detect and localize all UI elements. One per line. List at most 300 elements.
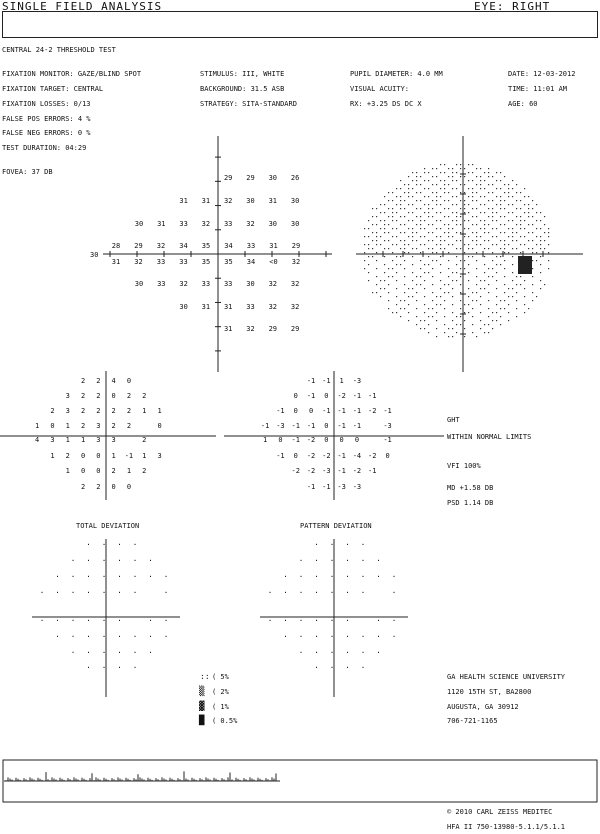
probability-dot: · — [283, 616, 288, 625]
pattern-deviation-value: -1 — [368, 392, 377, 400]
probability-dot: · — [117, 556, 122, 565]
probability-dot: · — [376, 572, 381, 581]
probability-dot: · — [283, 572, 288, 581]
total-deviation-value: 0 — [50, 422, 55, 430]
probability-dot: · — [70, 632, 76, 641]
probability-dot: · — [163, 632, 169, 641]
pattern-deviation-value: 0 — [339, 436, 344, 444]
probability-dot: · — [298, 616, 304, 625]
probability-dot: · — [132, 663, 138, 672]
threshold-value: 32 — [179, 280, 188, 288]
threshold-value: 31 — [223, 303, 233, 311]
probability-dot: · — [55, 588, 60, 597]
pattern-deviation-value: -1 — [322, 377, 331, 385]
fixation-monitor: FIXATION MONITOR: GAZE/BLIND SPOT — [2, 70, 142, 78]
threshold-value: 30 — [246, 197, 255, 205]
pattern-deviation-value: 0 — [293, 407, 298, 415]
probability-dot: · — [391, 572, 397, 581]
pattern-deviation-value: -2 — [352, 467, 362, 475]
probability-dot: · — [132, 556, 138, 565]
probability-dot: · — [267, 588, 273, 597]
pattern-deviation-value: -2 — [368, 407, 377, 415]
probability-dot: · — [101, 648, 107, 657]
probability-dot: · — [329, 632, 335, 641]
probability-dot: · — [360, 556, 366, 565]
total-deviation-value: 1 — [142, 452, 147, 460]
total-deviation-value: 0 — [80, 452, 86, 460]
probability-dot: · — [360, 588, 366, 597]
threshold-value: 32 — [134, 258, 143, 266]
total-deviation-value: 3 — [50, 436, 55, 444]
pattern-deviation-value: 1 — [263, 436, 268, 444]
pattern-deviation-value: -1 — [352, 392, 362, 400]
pattern-deviation-value: -3 — [276, 422, 285, 430]
total-deviation-value: 2 — [96, 392, 101, 400]
probability-dot: · — [391, 616, 397, 625]
pattern-deviation-value: -3 — [322, 467, 331, 475]
legend-p05: ( 0.5% — [212, 717, 238, 725]
pattern-deviation-value: 0 — [324, 422, 329, 430]
pattern-deviation-value: -1 — [337, 422, 346, 430]
device-model: HFA II 750-13980-5.1.1/5.1.1 — [447, 823, 566, 831]
pattern-deviation-value: -1 — [322, 483, 331, 491]
probability-dot: · — [376, 556, 381, 565]
total-deviation-value: 1 — [65, 422, 70, 430]
pattern-deviation-value: -1 — [306, 392, 316, 400]
pattern-deviation-value: -3 — [383, 422, 392, 430]
threshold-value: 30 — [290, 220, 300, 228]
time: TIME: 11:01 AM — [508, 85, 568, 93]
pattern-deviation-value: 0 — [293, 452, 298, 460]
probability-dot: · — [360, 572, 366, 581]
probability-dot: · — [314, 588, 319, 597]
vfi: VFI 100% — [447, 462, 481, 470]
pattern-deviation-value: 1 — [339, 377, 344, 385]
total-deviation-value: 1 — [35, 422, 40, 430]
threshold-value: 31 — [111, 258, 121, 266]
probability-dot: · — [314, 556, 319, 565]
copyright: © 2010 CARL ZEISS MEDITEC — [447, 808, 553, 816]
false-neg-errors: FALSE NEG ERRORS: 0 % — [2, 129, 91, 137]
ght-result: WITHIN NORMAL LIMITS — [447, 433, 532, 441]
threshold-value: 30 — [179, 303, 188, 311]
probability-dot: · — [86, 556, 91, 565]
pattern-deviation-value: -3 — [352, 377, 362, 385]
threshold-value: 32 — [268, 280, 278, 288]
probability-dot: · — [55, 616, 60, 625]
probability-dot: · — [329, 648, 335, 657]
probability-dot: · — [314, 648, 319, 657]
probability-dot: · — [314, 572, 319, 581]
pupil-diameter: PUPIL DIAMETER: 4.0 MM — [350, 70, 443, 78]
threshold-value: 30 — [290, 197, 300, 205]
pattern-deviation-value: 0 — [324, 392, 329, 400]
total-deviation-value: 0 — [126, 483, 132, 491]
pattern-deviation-value: -1 — [291, 422, 300, 430]
legend-symbol-1-icon: ▓ — [199, 702, 205, 712]
false-pos-errors: FALSE POS ERRORS: 4 % — [2, 115, 91, 123]
institution-phone: 706-721-1165 — [447, 717, 498, 725]
pattern-deviation-label: PATTERN DEVIATION — [300, 522, 372, 530]
probability-dot: · — [163, 616, 169, 625]
total-deviation-value: 1 — [80, 436, 86, 444]
pattern-deviation-value: -2 — [291, 467, 300, 475]
probability-dot: · — [101, 616, 107, 625]
legend-symbol-5-icon: :: — [200, 672, 210, 681]
threshold-value: 33 — [201, 280, 211, 288]
probability-dot: · — [345, 632, 350, 641]
probability-dot: · — [360, 540, 366, 549]
probability-dot: · — [101, 663, 107, 672]
probability-dot: · — [360, 648, 366, 657]
test-name: CENTRAL 24-2 THRESHOLD TEST — [2, 46, 116, 54]
probability-dot: · — [70, 588, 76, 597]
probability-dot: · — [148, 648, 153, 657]
probability-dot: · — [329, 588, 335, 597]
total-deviation-value: 2 — [111, 422, 116, 430]
total-deviation-value: 0 — [111, 392, 116, 400]
probability-dot: · — [86, 632, 91, 641]
probability-dot: · — [101, 632, 107, 641]
threshold-value: 30 — [134, 220, 144, 228]
pattern-deviation-value: -1 — [276, 407, 285, 415]
probability-dot: · — [360, 663, 366, 672]
total-deviation-value: 2 — [96, 407, 101, 415]
probability-dot: · — [283, 588, 288, 597]
probability-dot: · — [86, 572, 91, 581]
pattern-deviation-value: -2 — [306, 452, 316, 460]
pattern-deviation-value: -4 — [352, 452, 362, 460]
pattern-deviation-value: -1 — [306, 422, 316, 430]
rx: RX: +3.25 DS DC X — [350, 100, 422, 108]
total-deviation-value: 2 — [80, 422, 86, 430]
threshold-value: 30 — [268, 174, 278, 182]
probability-dot: · — [298, 556, 304, 565]
total-deviation-value: 0 — [96, 452, 101, 460]
pattern-deviation-value: -1 — [337, 452, 346, 460]
eye-label: EYE: RIGHT — [474, 0, 551, 13]
probability-dot: · — [39, 588, 45, 597]
probability-dot: · — [376, 648, 381, 657]
threshold-value: 33 — [223, 280, 233, 288]
total-deviation-value: 2 — [126, 407, 132, 415]
total-deviation-value: 2 — [50, 407, 55, 415]
threshold-value: 33 — [156, 258, 166, 266]
threshold-value: 35 — [201, 258, 211, 266]
pattern-deviation-value: -1 — [383, 407, 392, 415]
threshold-value: 35 — [201, 242, 211, 250]
threshold-value: 32 — [290, 280, 300, 288]
pattern-deviation-value: -2 — [306, 467, 316, 475]
probability-dot: · — [360, 632, 366, 641]
total-deviation-value: 3 — [111, 436, 116, 444]
institution-address-1: 1120 15TH ST, BA2800 — [447, 688, 532, 696]
total-deviation-value: 2 — [80, 407, 86, 415]
ght-label: GHT — [447, 416, 460, 424]
probability-dot: · — [86, 663, 91, 672]
threshold-value: 32 — [156, 242, 166, 250]
total-deviation-value: 2 — [80, 392, 86, 400]
pattern-deviation-value: -1 — [352, 422, 362, 430]
probability-dot: · — [86, 616, 91, 625]
legend-p1: ( 1% — [212, 703, 229, 711]
total-deviation-value: 3 — [96, 436, 101, 444]
pattern-deviation-value: -3 — [337, 483, 346, 491]
probability-dot: · — [163, 572, 169, 581]
threshold-value: 33 — [179, 220, 188, 228]
threshold-value: 32 — [246, 220, 255, 228]
visual-acuity: VISUAL ACUITY: — [350, 85, 410, 93]
pattern-deviation-value: -1 — [322, 407, 331, 415]
threshold-value: 33 — [246, 303, 255, 311]
strategy: STRATEGY: SITA-STANDARD — [200, 100, 297, 108]
probability-dot: · — [70, 648, 76, 657]
fixation-losses: FIXATION LOSSES: 0/13 — [2, 100, 91, 108]
probability-dot: · — [117, 540, 122, 549]
pattern-deviation-value: 0 — [293, 392, 298, 400]
probability-dot: · — [329, 572, 335, 581]
probability-dot: · — [345, 572, 350, 581]
total-deviation-value: 2 — [111, 467, 116, 475]
probability-dot: · — [283, 632, 288, 641]
probability-dot: · — [314, 540, 319, 549]
pattern-deviation-value: -1 — [352, 407, 362, 415]
threshold-value: 29 — [290, 325, 300, 333]
total-deviation-value: 1 — [142, 407, 147, 415]
total-deviation-value: 2 — [80, 377, 86, 385]
probability-dot: · — [345, 540, 350, 549]
probability-dot: · — [117, 588, 122, 597]
probability-dot: · — [314, 616, 319, 625]
total-deviation-value: 2 — [142, 436, 147, 444]
threshold-value: 32 — [290, 303, 300, 311]
probability-dot: · — [86, 648, 91, 657]
threshold-value: 34 — [179, 242, 188, 250]
threshold-value: 30 — [246, 280, 255, 288]
institution-address-2: AUGUSTA, GA 30912 — [447, 703, 519, 711]
total-deviation-value: 3 — [96, 422, 101, 430]
threshold-value: 31 — [201, 197, 211, 205]
pattern-deviation-value: 0 — [278, 436, 283, 444]
pattern-deviation-value: -1 — [260, 422, 270, 430]
probability-dot: · — [298, 648, 304, 657]
legend-p2: ( 2% — [212, 688, 229, 696]
total-deviation-value: 4 — [35, 436, 40, 444]
probability-dot: · — [329, 616, 335, 625]
probability-dot: · — [329, 556, 335, 565]
total-deviation-value: 1 — [65, 467, 70, 475]
probability-dot: · — [132, 632, 138, 641]
threshold-value: 30 — [268, 220, 278, 228]
background: BACKGROUND: 31.5 ASB — [200, 85, 285, 93]
probability-dot: · — [70, 572, 76, 581]
probability-dot: · — [345, 588, 350, 597]
pattern-deviation-value: 0 — [385, 452, 390, 460]
threshold-value: 32 — [291, 258, 301, 266]
threshold-value: <0 — [269, 258, 278, 266]
threshold-value: 34 — [246, 258, 256, 266]
fixation-target: FIXATION TARGET: CENTRAL — [2, 85, 104, 93]
probability-dot: · — [70, 616, 76, 625]
threshold-value: 29 — [223, 174, 233, 182]
probability-dot: · — [148, 556, 153, 565]
pattern-deviation-value: -1 — [368, 467, 377, 475]
total-deviation-value: 2 — [111, 407, 116, 415]
pattern-std-deviation: PSD 1.14 DB — [447, 499, 494, 507]
threshold-value: 34 — [224, 242, 233, 250]
total-deviation-value: 2 — [65, 452, 70, 460]
pattern-deviation-value: 0 — [324, 436, 329, 444]
threshold-value: 31 — [223, 325, 233, 333]
total-deviation-label: TOTAL DEVIATION — [76, 522, 140, 530]
legend-symbol-2-icon: ▒ — [199, 687, 205, 697]
probability-dot: · — [101, 556, 107, 565]
total-deviation-value: 1 — [111, 452, 116, 460]
pattern-deviation-value: -2 — [337, 392, 346, 400]
probability-dot: · — [101, 540, 107, 549]
total-deviation-value: 3 — [65, 407, 70, 415]
legend-p5: ( 5% — [212, 673, 229, 681]
threshold-value: 32 — [246, 325, 255, 333]
total-deviation-value: 1 — [157, 407, 162, 415]
threshold-value: 31 — [157, 220, 166, 228]
report-title: SINGLE FIELD ANALYSIS — [2, 0, 163, 13]
threshold-value: 29 — [268, 325, 278, 333]
probability-dot: · — [376, 632, 381, 641]
threshold-value: 31 — [201, 303, 211, 311]
total-deviation-value: 2 — [126, 422, 132, 430]
mean-deviation: MD +1.58 DB — [447, 484, 494, 492]
probability-dot: · — [117, 648, 122, 657]
pattern-deviation-value: -1 — [337, 407, 346, 415]
pattern-deviation-value: -1 — [291, 436, 300, 444]
pattern-deviation-value: -1 — [306, 377, 316, 385]
threshold-value: 30 — [134, 280, 144, 288]
threshold-value: 29 — [134, 242, 143, 250]
pattern-deviation-value: -3 — [352, 483, 362, 491]
total-deviation-value: 2 — [96, 377, 101, 385]
threshold-value: 33 — [246, 242, 256, 250]
threshold-value: 26 — [290, 174, 300, 182]
probability-dot: · — [55, 572, 60, 581]
probability-dot: · — [345, 616, 350, 625]
threshold-value: 31 — [269, 242, 278, 250]
pattern-deviation-value: 0 — [354, 436, 360, 444]
legend-symbol-05-icon: █ — [199, 716, 205, 726]
probability-dot: · — [391, 588, 397, 597]
total-deviation-value: 0 — [96, 467, 101, 475]
threshold-value: 31 — [268, 197, 278, 205]
threshold-value: 35 — [224, 258, 233, 266]
total-deviation-value: 3 — [65, 392, 70, 400]
probability-dot: · — [329, 540, 335, 549]
pattern-deviation-value: -1 — [306, 483, 316, 491]
institution-name: GA HEALTH SCIENCE UNIVERSITY — [447, 673, 566, 681]
probability-dot: · — [298, 588, 304, 597]
probability-dot: · — [298, 572, 304, 581]
total-deviation-value: 2 — [96, 483, 101, 491]
pattern-deviation-value: -1 — [337, 467, 346, 475]
probability-dot: · — [329, 663, 335, 672]
threshold-axis-label: 30 — [90, 251, 99, 259]
total-deviation-value: 2 — [126, 392, 132, 400]
threshold-value: 31 — [179, 197, 188, 205]
total-deviation-value: 4 — [111, 377, 116, 385]
probability-dot: · — [70, 556, 76, 565]
total-deviation-value: 2 — [80, 483, 86, 491]
probability-dot: · — [267, 616, 273, 625]
probability-dot: · — [117, 663, 122, 672]
threshold-value: 32 — [268, 303, 278, 311]
threshold-value: 33 — [179, 258, 188, 266]
probability-dot: · — [148, 572, 153, 581]
probability-dot: · — [298, 632, 304, 641]
probability-dot: · — [86, 588, 91, 597]
total-deviation-value: 0 — [80, 467, 86, 475]
total-deviation-value: 1 — [65, 436, 70, 444]
pattern-deviation-value: -2 — [306, 436, 316, 444]
probability-dot: · — [55, 632, 60, 641]
probability-dot: · — [132, 648, 138, 657]
probability-dot: · — [314, 663, 319, 672]
fovea: FOVEA: 37 DB — [2, 168, 53, 176]
total-deviation-value: 1 — [50, 452, 55, 460]
total-deviation-value: 0 — [111, 483, 116, 491]
threshold-value: 32 — [201, 220, 211, 228]
total-deviation-value: 3 — [157, 452, 162, 460]
total-deviation-value: 2 — [142, 467, 147, 475]
total-deviation-value: 0 — [157, 422, 162, 430]
probability-dot: · — [132, 588, 138, 597]
probability-dot: · — [132, 572, 138, 581]
probability-dot: · — [101, 572, 107, 581]
threshold-value: 33 — [157, 280, 166, 288]
probability-dot: · — [148, 616, 153, 625]
pattern-deviation-value: -1 — [383, 436, 392, 444]
pattern-deviation-value: -2 — [368, 452, 377, 460]
probability-dot: · — [117, 632, 122, 641]
threshold-value: 29 — [291, 242, 301, 250]
test-duration: TEST DURATION: 04:29 — [2, 144, 87, 152]
pattern-deviation-value: -1 — [276, 452, 285, 460]
probability-dot: · — [101, 588, 107, 597]
pattern-deviation-value: -2 — [322, 452, 331, 460]
probability-dot: · — [148, 632, 153, 641]
pattern-deviation-value: 0 — [308, 407, 314, 415]
probability-dot: · — [86, 540, 91, 549]
probability-dot: · — [163, 588, 169, 597]
probability-dot: · — [39, 616, 45, 625]
threshold-value: 28 — [111, 242, 121, 250]
probability-dot: · — [314, 632, 319, 641]
probability-dot: · — [117, 616, 122, 625]
probability-dot: · — [376, 616, 381, 625]
total-deviation-value: -1 — [124, 452, 134, 460]
probability-dot: · — [345, 663, 350, 672]
total-deviation-value: 2 — [142, 392, 147, 400]
probability-dot: · — [345, 648, 350, 657]
total-deviation-value: 0 — [126, 377, 132, 385]
stimulus: STIMULUS: III, WHITE — [200, 70, 285, 78]
threshold-value: 29 — [246, 174, 255, 182]
probability-dot: · — [132, 540, 138, 549]
threshold-value: 32 — [223, 197, 233, 205]
threshold-value: 33 — [223, 220, 233, 228]
total-deviation-value: 1 — [126, 467, 132, 475]
probability-dot: · — [391, 632, 397, 641]
date: DATE: 12-03-2012 — [508, 70, 576, 78]
probability-dot: · — [345, 556, 350, 565]
